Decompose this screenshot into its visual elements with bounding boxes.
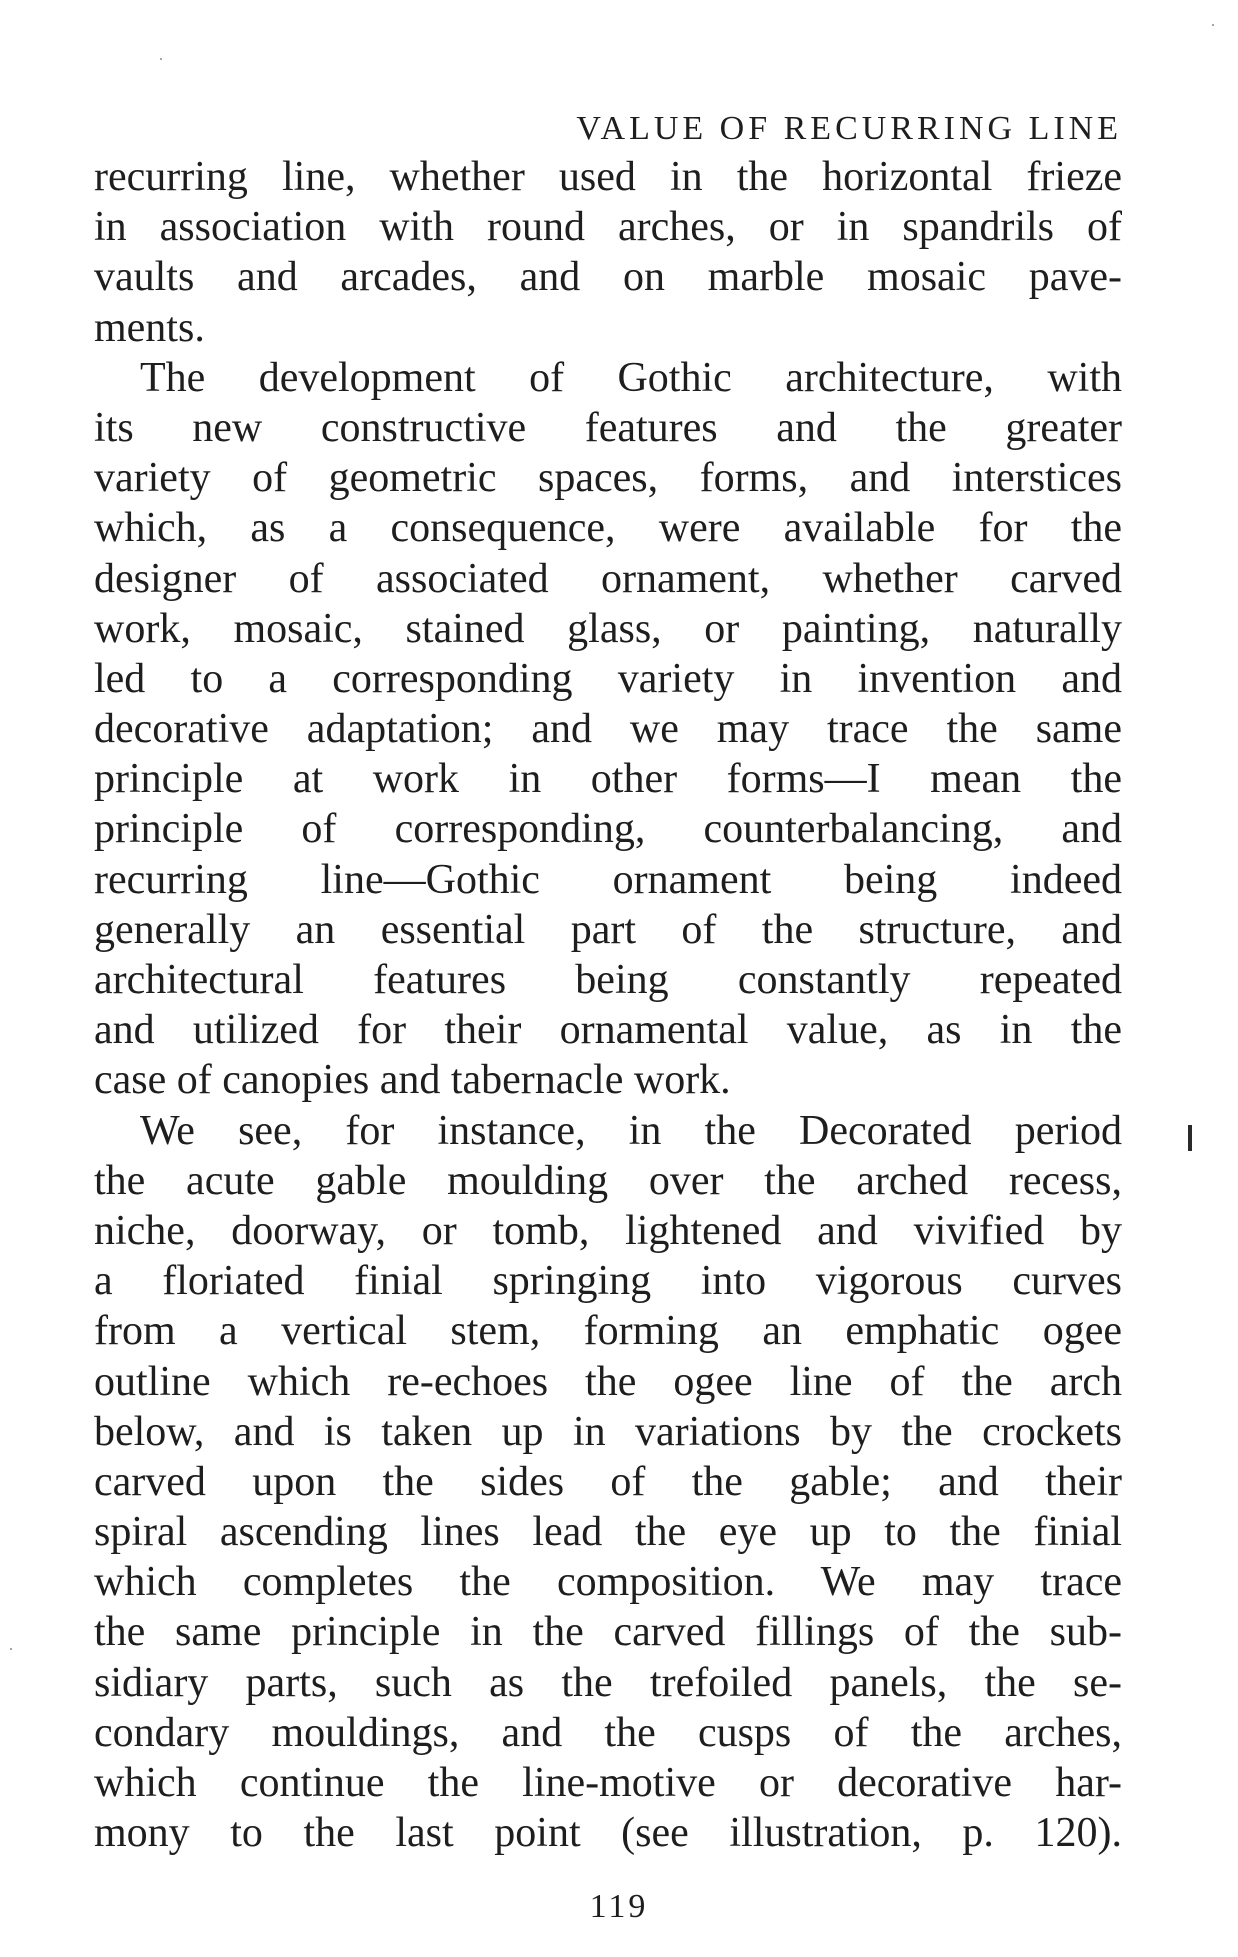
text-line: generally an essential part of the structure, and	[94, 906, 1122, 953]
text-line: which, as a consequence, were available for the	[94, 505, 1122, 552]
text-line: and utilized for their ornamental value, as in the	[94, 1007, 1122, 1054]
text-line: led to a corresponding variety in invention and	[94, 655, 1122, 702]
text-line: principle at work in other forms—I mean the	[94, 756, 1122, 803]
text-line: recurring line—Gothic ornament being indeed	[94, 856, 1122, 903]
text-line: designer of associated ornament, whether carved	[94, 555, 1122, 602]
text-line: a floriated finial springing into vigorous curves	[94, 1258, 1122, 1305]
text-line: architectural features being constantly repeated	[94, 957, 1122, 1003]
text-line: below, and is taken up in variations by the crockets	[94, 1408, 1122, 1455]
page-number: 119	[589, 1888, 649, 1925]
margin-mark	[1188, 1125, 1192, 1151]
text-line: spiral ascending lines lead the eye up to the finial	[94, 1509, 1122, 1556]
paper-speck	[1212, 24, 1214, 26]
text-line: outline which re-echoes the ogee line of the arch	[94, 1358, 1122, 1405]
text-line: case of canopies and tabernacle work.	[94, 1057, 731, 1104]
text-line: niche, doorway, or tomb, lightened and vivified by	[94, 1207, 1122, 1254]
text-line: the acute gable moulding over the arched recess,	[94, 1157, 1122, 1204]
text-line: work, mosaic, stained glass, or painting, naturally	[94, 605, 1122, 652]
text-line: principle of corresponding, counterbalancing, and	[94, 806, 1122, 853]
text-line: sidiary parts, such as the trefoiled panels, the se-	[94, 1659, 1122, 1706]
text-line: from a vertical stem, forming an emphatic ogee	[94, 1308, 1122, 1355]
paragraph-start-line: The development of Gothic architecture, with	[140, 354, 1122, 401]
paper-speck	[160, 58, 162, 60]
text-line: the same principle in the carved fillings of the sub-	[94, 1609, 1122, 1656]
text-line: vaults and arcades, and on marble mosaic pave-	[94, 254, 1122, 301]
paper-speck	[10, 1648, 12, 1650]
text-line: which continue the line-motive or decorative har-	[94, 1760, 1122, 1806]
running-head: VALUE OF RECURRING LINE	[576, 110, 1122, 147]
text-line: ments.	[94, 304, 205, 351]
text-line: carved upon the sides of the gable; and their	[94, 1458, 1122, 1505]
text-line: mony to the last point (see illustration, p. 120).	[94, 1810, 1122, 1857]
text-line: which completes the composition. We may trace	[94, 1559, 1122, 1606]
paragraph-start-line: We see, for instance, in the Decorated period	[140, 1107, 1122, 1154]
text-line: in association with round arches, or in spandrils of	[94, 204, 1122, 251]
text-line: its new constructive features and the greater	[94, 404, 1122, 451]
body-text	[94, 152, 1122, 1858]
text-line: condary mouldings, and the cusps of the arches,	[94, 1709, 1122, 1756]
text-line: decorative adaptation; and we may trace the same	[94, 706, 1122, 753]
text-line: variety of geometric spaces, forms, and interstices	[94, 455, 1122, 502]
text-line: recurring line, whether used in the horizontal frieze	[94, 154, 1122, 200]
